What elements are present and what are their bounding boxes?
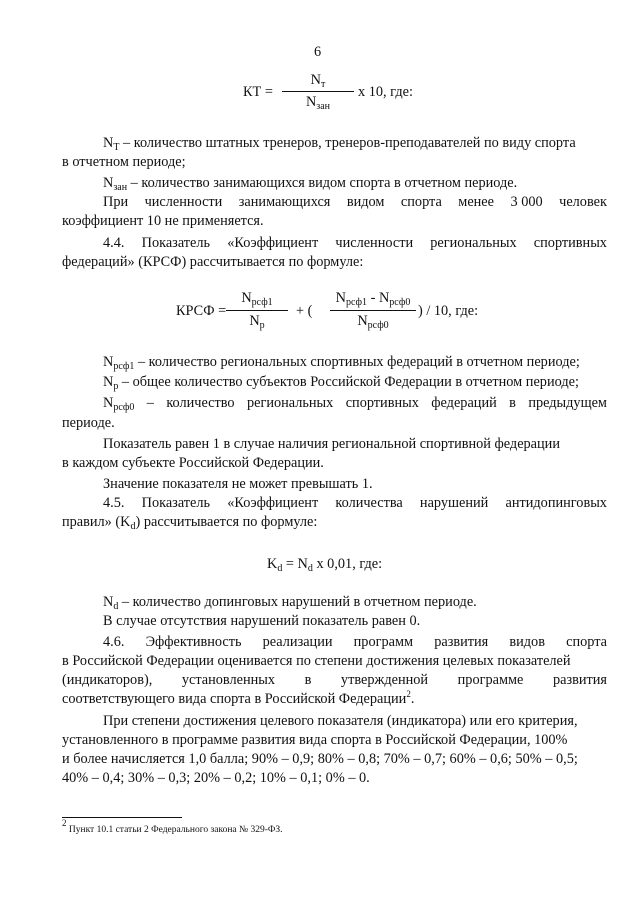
formula-krsf-f2-bar <box>330 310 416 311</box>
paragraph-4-6-line2: в Российской Федерации оценивается по степени достижения целевых показателей <box>62 653 571 669</box>
paragraph-degree-line2: установленного в программе развития вида спорта в Российской Федерации, 100% <box>62 732 568 748</box>
paragraph-4-5-line1: 4.5. Показатель «Коэффициент количества нарушений антидопинговых <box>103 495 607 511</box>
formula-krsf-f1-bar <box>226 310 288 311</box>
paragraph-equal1-line1: Показатель равен 1 в случае наличия региональной спортивной федерации <box>103 436 560 452</box>
paragraph-max1: Значение показателя не может превышать 1. <box>103 476 373 492</box>
paragraph-equal1-line2: в каждом субъекте Российской Федерации. <box>62 455 324 471</box>
definition-nd: $N_d$ – количество допинговых нарушений в отчетном периоде. <box>103 594 477 612</box>
page-number: 6 <box>314 44 322 60</box>
formula-kt-tail: х 10, где: <box>358 84 413 100</box>
paragraph-4-6-line3: (индикаторов), установленных в утвержденной программе развития <box>62 672 607 688</box>
paragraph-4-4-line2: федераций» (КРСФ) рассчитывается по формуле: <box>62 254 364 270</box>
definition-nzan: $N_{зан}$ – количество занимающихся видом спорта в отчетном периоде. <box>103 175 518 193</box>
footnote-reference[interactable]: 2 <box>406 689 411 699</box>
formula-krsf-plus: + ( <box>296 303 313 319</box>
formula-krsf-f1-numerator: $N_{рсф1}$ <box>241 290 273 308</box>
formula-krsf-f1-denominator: $N_р$ <box>249 313 265 331</box>
paragraph-4-5-line2: правил» $(K_d)$ рассчитывается по формуле: <box>62 514 318 532</box>
formula-kt-fraction-bar <box>282 91 354 92</box>
paragraph-threshold-line1: При численности занимающихся видом спорта менее 3 000 человек <box>103 194 607 210</box>
paragraph-degree-line4: 40% – 0,4; 30% – 0,3; 20% – 0,2; 10% – 0,1; 0% – 0. <box>62 770 370 786</box>
definition-nrsf0-line1: $N_{рсф0}$ – количество региональных спортивных федераций в предыдущем <box>103 395 607 413</box>
paragraph-degree-line1: При степени достижения целевого показателя (индикатора) или его критерия, <box>103 713 578 729</box>
formula-krsf-f2-numerator: $N_{рсф1} - N_{рсф0}$ <box>335 290 411 308</box>
formula-kt-denominator: $N_{зан}$ <box>305 94 331 112</box>
definition-nrsf0-line2: периоде. <box>62 415 115 431</box>
definition-np: $N_р$ – общее количество субъектов Российской Федерации в отчетном периоде; <box>103 374 579 392</box>
definition-nt-line2: в отчетном периоде; <box>62 154 186 170</box>
footnote-divider <box>62 817 182 818</box>
paragraph-degree-line3: и более начисляется 1,0 балла; 90% – 0,9; 80% – 0,8; 70% – 0,7; 60% – 0,6; 50% – 0,5; <box>62 751 578 767</box>
paragraph-4-6-line1: 4.6. Эффективность реализации программ развития видов спорта <box>103 634 607 650</box>
formula-krsf-f2-denominator: $N_{рсф0}$ <box>357 313 389 331</box>
footnote: $^2$ Пункт 10.1 статьи 2 Федерального закона № 329-ФЗ. <box>62 818 283 835</box>
definition-nrsf1: $N_{рсф1}$ – количество региональных спортивных федераций в отчетном периоде; <box>103 354 580 372</box>
definition-nt: $N_Т$ – количество штатных тренеров, тренеров-преподавателей по виду спорта <box>103 135 576 153</box>
paragraph-4-6-line4: соответствующего вида спорта в Российской Федерации$^2$. <box>62 689 415 707</box>
formula-krsf-lhs: КРСФ = <box>176 303 227 319</box>
formula-kt-numerator: $N_т$ <box>310 72 326 90</box>
formula-kt-lhs: КТ = <box>243 84 273 100</box>
formula-krsf-tail: ) / 10, где: <box>418 303 479 319</box>
formula-kd: $K_d = N_d$ х 0,01, где: <box>267 556 383 574</box>
paragraph-zero: В случае отсутствия нарушений показатель равен 0. <box>103 613 421 629</box>
paragraph-threshold-line2: коэффициент 10 не применяется. <box>62 213 264 229</box>
paragraph-4-4-line1: 4.4. Показатель «Коэффициент численности региональных спортивных <box>103 235 607 251</box>
